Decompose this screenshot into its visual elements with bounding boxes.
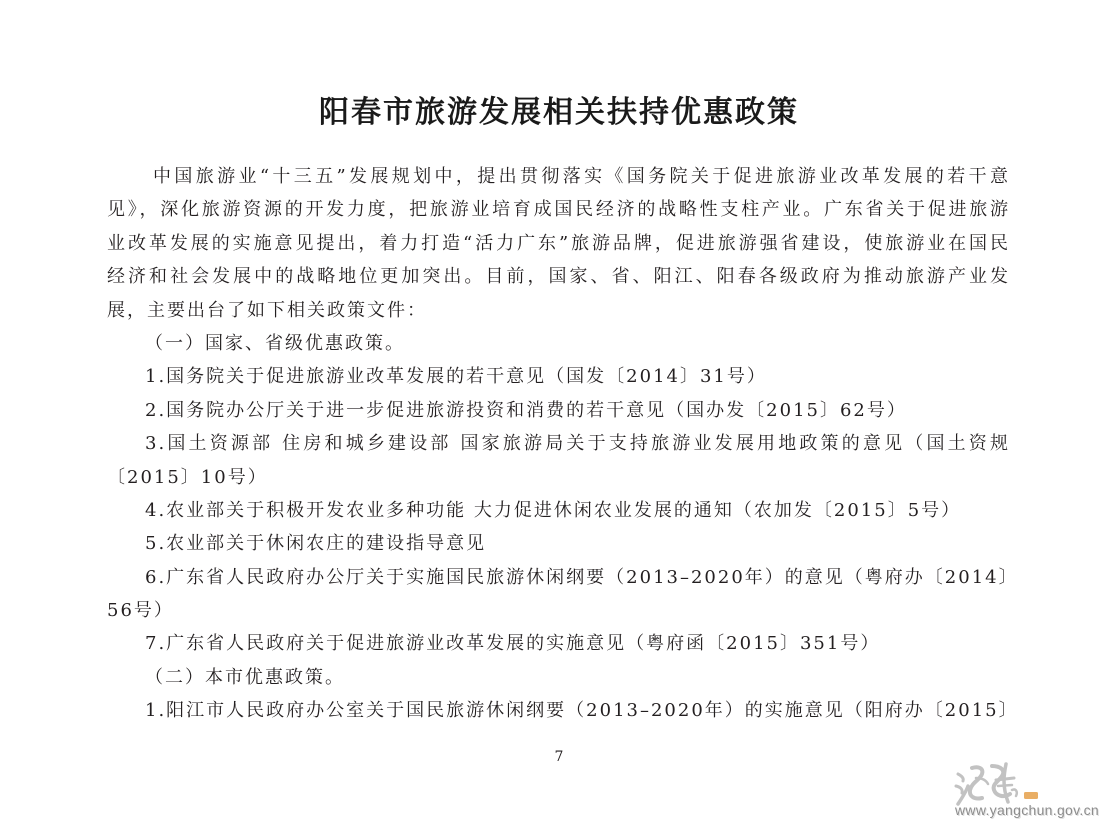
text-line: 3.国土资源部 住房和城乡建设部 国家旅游局关于支持旅游业发展用地政策的意见（国土资规 xyxy=(145,433,1010,455)
text-line: 1.国务院关于促进旅游业改革发展的若干意见（国发〔2014〕31号） xyxy=(145,366,767,388)
text-line: 56号） xyxy=(107,600,174,622)
text-line: 〔2015〕10号） xyxy=(107,466,268,488)
section-heading-national: （一）国家、省级优惠政策。 xyxy=(145,332,405,354)
text-line: 业改革发展的实施意见提出，着力打造“活力广东”旅游品牌，促进旅游强省建设，使旅游业在国民 xyxy=(107,232,1010,254)
text-line: 2.国务院办公厅关于进一步促进旅游投资和消费的若干意见（国办发〔2015〕62号） xyxy=(145,399,907,421)
text-line: 5.农业部关于休闲农庄的建设指导意见 xyxy=(145,533,487,555)
site-url: www.yangchun.gov.cn xyxy=(955,802,1099,818)
text-line: 6.广东省人民政府办公厅关于实施国民旅游休闲纲要（2013–2020年）的意见（粤府办〔2014〕 xyxy=(145,566,1019,588)
text-line: 1.阳江市人民政府办公室关于国民旅游休闲纲要（2013–2020年）的实施意见（阳府办〔2015〕 xyxy=(145,700,1019,722)
text-line: 展，主要出台了如下相关政策文件： xyxy=(107,299,427,321)
policy-item xyxy=(107,627,1010,660)
calligraphy-logo-icon xyxy=(952,760,1048,806)
intro-paragraph xyxy=(107,160,1010,327)
policy-item xyxy=(107,494,1010,527)
policy-item xyxy=(107,561,1019,628)
policy-item xyxy=(107,527,1010,560)
policy-item xyxy=(107,394,1010,427)
section-heading-local: （二）本市优惠政策。 xyxy=(145,666,345,688)
text-line: 7.广东省人民政府关于促进旅游业改革发展的实施意见（粤府函〔2015〕351号） xyxy=(145,633,881,655)
document-title: 阳春市旅游发展相关扶持优惠政策 xyxy=(319,95,799,130)
policy-item xyxy=(107,427,1010,494)
text-line: 经济和社会发展中的战略地位更加突出。目前，国家、省、阳江、阳春各级政府为推动旅游产业发 xyxy=(107,266,1010,288)
text-line: 中国旅游业“十三五”发展规划中，提出贯彻落实《国务院关于促进旅游业改革发展的若干意 xyxy=(153,166,1010,187)
policy-item xyxy=(107,694,1019,727)
text-line: 4.农业部关于积极开发农业多种功能 大力促进休闲农业发展的通知（农加发〔2015〕5号） xyxy=(145,499,962,521)
document-body xyxy=(107,160,1019,728)
page-number: 7 xyxy=(554,749,564,765)
text-line: 见》，深化旅游资源的开发力度，把旅游业培育成国民经济的战略性支柱产业。广东省关于促进旅游 xyxy=(107,199,1010,221)
policy-item xyxy=(107,360,1010,393)
